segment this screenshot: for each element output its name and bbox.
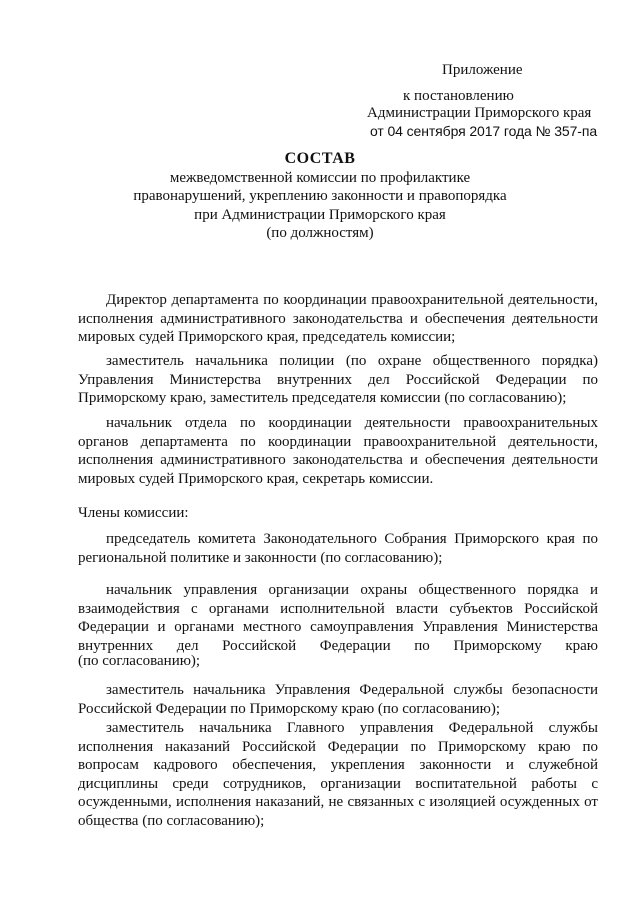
title-line: правонарушений, укреплению законности и правопорядка [133, 188, 507, 204]
members-heading: Члены комиссии: [78, 505, 189, 521]
header-resolution: к постановлению [403, 88, 514, 104]
member-item: председатель комитета Законодательного Собрания Приморского края по региональной политике и законности (по согласованию); [78, 531, 598, 566]
member-item-continuation: (по согласованию); [78, 653, 201, 669]
title-main: СОСТАВ [284, 150, 356, 167]
header-appendix: Приложение [442, 62, 523, 78]
title-line: (по должностям) [266, 225, 374, 241]
paragraph-secretary: начальник отдела по координации деятельности правоохранительных органов департамента по координации правоохранительной деятельности, исполнения административного законодательства и обеспечения деятельности мировых судей Приморского края, секретарь комиссии. [78, 415, 598, 487]
paragraph-chairman: Директор департамента по координации правоохранительной деятельности, исполнения административного законодательства и обеспечения деятельности мировых судей Приморского края, председатель комиссии; [78, 292, 598, 345]
document-title [0, 150, 640, 243]
title-line: при Администрации Приморского края [194, 206, 446, 223]
member-item: начальник управления организации охраны общественного порядка и взаимодействия с органами исполнительной власти субъектов Российской Федерации и органами местного самоуправления Управления Министерства внутренних дел Российской Федерации по Приморскому краю [78, 582, 598, 654]
paragraph-deputy-chairman: заместитель начальника полиции (по охране общественного порядка) Управления Министерства внутренних дел Российской Федерации по Приморскому краю, заместитель председателя комиссии (по согласованию); [78, 353, 598, 406]
title-line: межведомственной комиссии по профилактике [169, 169, 471, 186]
member-item: заместитель начальника Главного управления Федеральной службы исполнения наказаний Российской Федерации по Приморскому краю по вопросам кадрового обеспечения, укрепления законности и служебной дисциплины среди сотрудников, организации воспитательной работы с осужденными, исполнения наказаний, не связанных с изоляцией осужденных от общества (по согласованию); [78, 720, 598, 829]
member-item: заместитель начальника Управления Федеральной службы безопасности Российской Федерации по Приморскому краю (по согласованию); [78, 682, 598, 717]
header-date-number: от 04 сентября 2017 года № 357-па [370, 123, 598, 139]
header-administration: Администрации Приморского края [367, 105, 592, 121]
